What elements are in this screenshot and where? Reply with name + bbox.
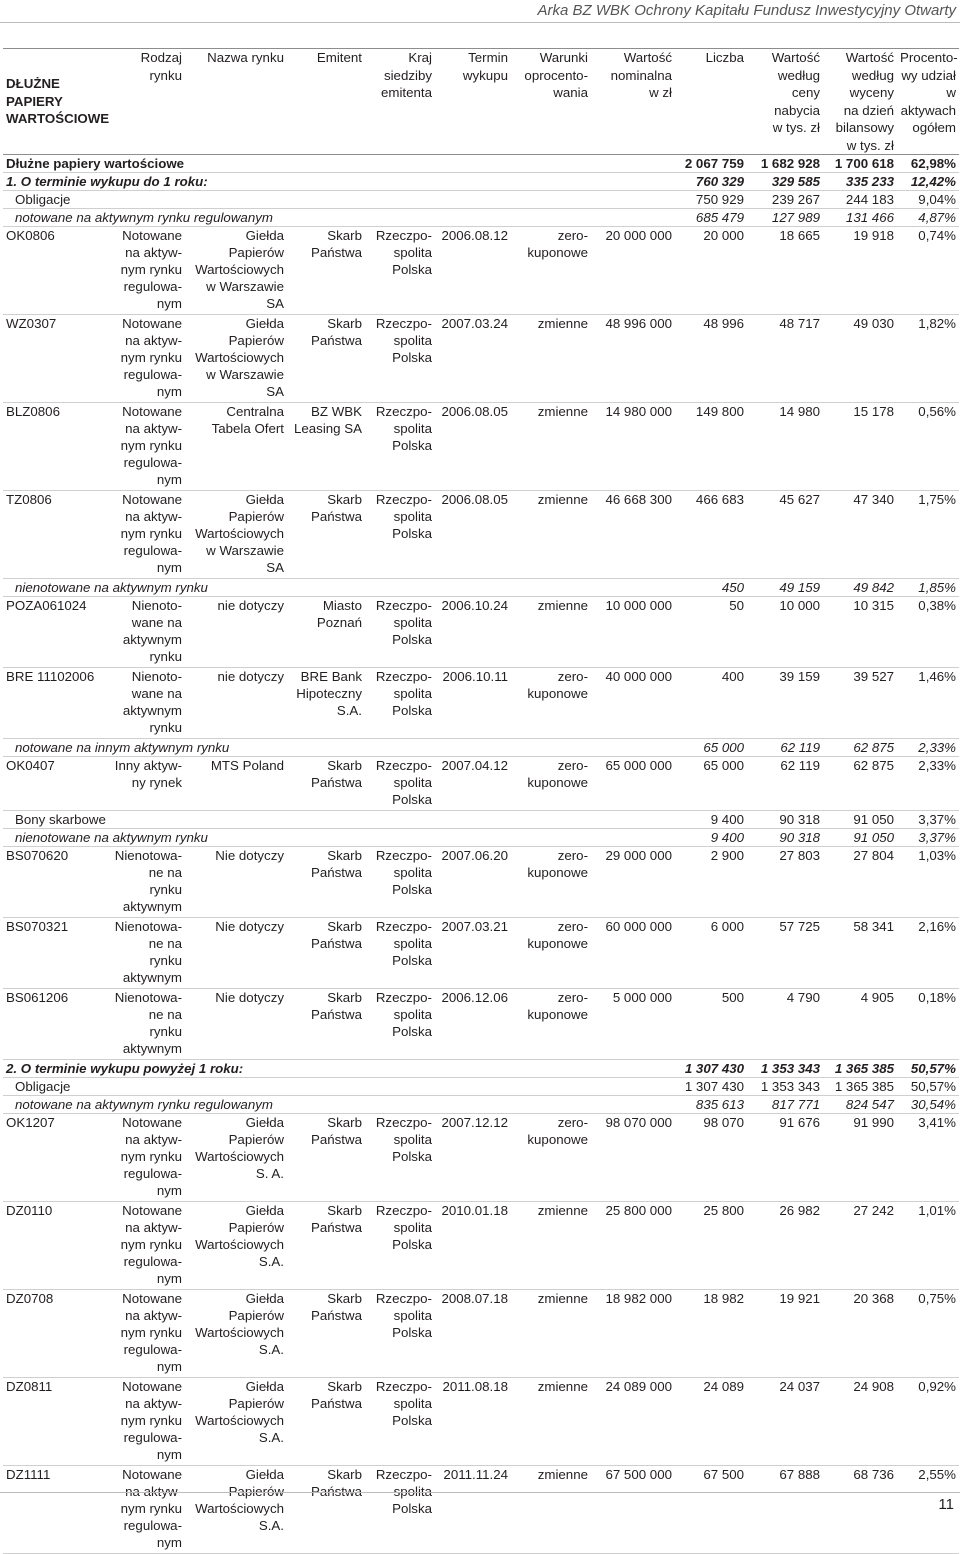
balance-sheet-value: 20 368 <box>853 1291 894 1306</box>
asset-share: 1,03% <box>918 848 956 863</box>
issuer-country: Rzeczpo-spolita Polska <box>375 990 432 1039</box>
maturity-date: 2011.11.24 <box>443 1467 508 1482</box>
maturity-date: 2007.12.12 <box>441 1115 508 1130</box>
subtotal-quantity: 1 307 430 <box>684 1079 744 1094</box>
subtotal-cost: 329 585 <box>771 174 820 189</box>
issuer: Miasto Poznań <box>316 598 362 630</box>
market-type: Notowane na aktyw-nym rynku regulowa-nym <box>120 1467 182 1550</box>
nominal-value: 10 000 000 <box>605 598 672 613</box>
issuer-country: Rzeczpo-spolita Polska <box>375 1291 432 1340</box>
balance-sheet-value: 91 990 <box>853 1115 894 1130</box>
maturity-date: 2006.10.11 <box>442 669 508 684</box>
quantity: 466 683 <box>695 492 744 507</box>
security-name: OK0407 <box>6 758 55 773</box>
subtotal-quantity: 2 067 759 <box>684 156 744 171</box>
market-type: Notowane na aktyw-nym rynku regulowa-nym <box>120 404 182 487</box>
interest-terms: zero-kuponowe <box>527 848 588 880</box>
subtotal-value: 1 365 385 <box>834 1061 894 1076</box>
subtotal-share: 50,57% <box>910 1061 956 1076</box>
interest-terms: zero-kuponowe <box>527 919 588 951</box>
subtotal-quantity: 685 479 <box>695 210 744 225</box>
interest-terms: zmienne <box>537 1467 588 1482</box>
interest-terms: zmienne <box>537 1379 588 1394</box>
balance-sheet-value: 27 804 <box>853 848 894 863</box>
asset-share: 0,75% <box>918 1291 956 1306</box>
nominal-value: 25 800 000 <box>605 1203 672 1218</box>
market-name: Giełda Papierów Wartościowych w Warszawie SA <box>195 316 284 399</box>
acquisition-cost: 39 159 <box>779 669 820 684</box>
security-name: DZ0811 <box>6 1379 53 1394</box>
balance-sheet-value: 39 527 <box>853 669 894 684</box>
subtotal-quantity: 835 613 <box>695 1097 744 1112</box>
maturity-date: 2011.08.18 <box>442 1379 508 1394</box>
market-type: Nienoto-wane na aktywnym rynku <box>122 669 182 735</box>
maturity-date: 2007.03.24 <box>441 316 508 331</box>
header-market-type: Rodzaj rynku <box>140 50 182 83</box>
issuer-country: Rzeczpo-spolita Polska <box>375 1467 432 1516</box>
quantity: 20 000 <box>703 228 744 243</box>
subtotal-cost: 62 119 <box>780 740 820 755</box>
interest-terms: zmienne <box>537 598 588 613</box>
market-name: nie dotyczy <box>217 598 284 613</box>
subtotal-label: notowane na innym aktywnym rynku <box>15 740 230 755</box>
balance-sheet-value: 24 908 <box>853 1379 894 1394</box>
acquisition-cost: 67 888 <box>779 1467 820 1482</box>
issuer-country: Rzeczpo-spolita Polska <box>375 919 432 968</box>
quantity: 6 000 <box>710 919 744 934</box>
subtotal-value: 1 365 385 <box>834 1079 894 1094</box>
market-type: Notowane na aktyw-nym rynku regulowa-nym <box>120 492 182 575</box>
quantity: 149 800 <box>695 404 744 419</box>
asset-share: 0,38% <box>918 598 956 613</box>
market-name: Giełda Papierów Wartościowych S. A. <box>195 1115 284 1181</box>
security-name: DZ0110 <box>6 1203 53 1218</box>
acquisition-cost: 4 790 <box>786 990 820 1005</box>
interest-terms: zmienne <box>537 1203 588 1218</box>
issuer-country: Rzeczpo-spolita Polska <box>375 669 432 718</box>
interest-terms: zero-kuponowe <box>527 1115 588 1147</box>
acquisition-cost: 62 119 <box>780 758 820 773</box>
balance-sheet-value: 47 340 <box>853 492 894 507</box>
subtotal-quantity: 1 307 430 <box>684 1061 744 1076</box>
table-row <box>3 918 959 989</box>
market-type: Notowane na aktyw-nym rynku regulowa-nym <box>120 1379 182 1462</box>
market-name: MTS Poland <box>210 758 284 773</box>
issuer: BZ WBK Leasing SA <box>293 404 362 436</box>
table-row <box>3 491 959 579</box>
asset-share: 3,41% <box>918 1115 956 1130</box>
issuer: Skarb Państwa <box>311 990 362 1022</box>
interest-terms: zero-kuponowe <box>527 228 588 260</box>
acquisition-cost: 45 627 <box>779 492 820 507</box>
acquisition-cost: 10 000 <box>779 598 820 613</box>
issuer: Skarb Państwa <box>311 919 362 951</box>
table-row <box>3 1290 959 1378</box>
subtotal-cost: 1 353 343 <box>760 1079 820 1094</box>
asset-share: 0,18% <box>918 990 956 1005</box>
nominal-value: 40 000 000 <box>605 669 672 684</box>
maturity-date: 2006.10.24 <box>441 598 508 613</box>
footer-divider <box>0 1492 960 1493</box>
subtotal-quantity: 750 929 <box>695 192 744 207</box>
subtotal-row <box>3 579 959 597</box>
nominal-value: 67 500 000 <box>605 1467 672 1482</box>
subtotal-value: 1 700 618 <box>834 156 894 171</box>
table-header-row <box>3 49 959 155</box>
subtotal-row <box>3 173 959 191</box>
header-cost: Wartość według ceny nabycia w tys. zł <box>771 50 820 135</box>
table-row <box>3 315 959 403</box>
subtotal-share: 50,57% <box>910 1079 956 1094</box>
subtotal-value: 62 875 <box>853 740 894 755</box>
table-row <box>3 757 959 811</box>
header-maturity: Termin wykupu <box>462 50 508 83</box>
market-type: Notowane na aktyw-nym rynku regulowa-nym <box>120 1203 182 1286</box>
quantity: 67 500 <box>703 1467 744 1482</box>
table-row <box>3 1202 959 1290</box>
market-name: Giełda Papierów Wartościowych S.A. <box>195 1291 284 1357</box>
issuer-country: Rzeczpo-spolita Polska <box>375 228 432 277</box>
security-name: BS070620 <box>6 848 69 863</box>
balance-sheet-value: 15 178 <box>853 404 894 419</box>
interest-terms: zmienne <box>537 316 588 331</box>
asset-share: 1,46% <box>918 669 956 684</box>
subtotal-share: 1,85% <box>918 580 956 595</box>
market-name: Giełda Papierów Wartościowych w Warszawie SA <box>195 492 284 575</box>
subtotal-value: 824 547 <box>845 1097 894 1112</box>
balance-sheet-value: 49 030 <box>853 316 894 331</box>
asset-share: 0,74% <box>918 228 956 243</box>
issuer-country: Rzeczpo-spolita Polska <box>375 1379 432 1428</box>
quantity: 65 000 <box>703 758 744 773</box>
nominal-value: 18 982 000 <box>605 1291 672 1306</box>
issuer: BRE Bank Hipoteczny S.A. <box>296 669 362 718</box>
market-name: Nie dotyczy <box>215 919 284 934</box>
market-name: Giełda Papierów Wartościowych S.A. <box>195 1467 284 1533</box>
page-number: 11 <box>938 1496 954 1513</box>
subtotal-value: 91 050 <box>853 812 894 827</box>
subtotal-share: 12,42% <box>910 174 956 189</box>
subtotal-label: Obligacje <box>15 1079 71 1094</box>
table-row <box>3 668 959 739</box>
nominal-value: 98 070 000 <box>605 1115 672 1130</box>
header-count: Liczba <box>705 50 744 65</box>
market-type: Nienotowa-ne na rynku aktywnym <box>114 990 182 1056</box>
subtotal-row <box>3 1060 959 1078</box>
subtotal-quantity: 450 <box>721 580 744 595</box>
subtotal-quantity: 9 400 <box>710 830 744 845</box>
interest-terms: zmienne <box>537 492 588 507</box>
subtotal-share: 30,54% <box>910 1097 956 1112</box>
acquisition-cost: 57 725 <box>779 919 820 934</box>
interest-terms: zmienne <box>537 1291 588 1306</box>
maturity-date: 2006.08.05 <box>441 492 508 507</box>
balance-sheet-value: 62 875 <box>853 758 894 773</box>
subtotal-value: 335 233 <box>845 174 894 189</box>
subtotal-cost: 239 267 <box>771 192 820 207</box>
issuer: Skarb Państwa <box>311 758 362 790</box>
security-name: OK0806 <box>6 228 55 243</box>
nominal-value: 5 000 000 <box>612 990 672 1005</box>
issuer: Skarb Państwa <box>311 1203 362 1235</box>
subtotal-value: 91 050 <box>853 830 894 845</box>
running-header <box>0 0 960 23</box>
table-row <box>3 597 959 668</box>
subtotal-row <box>3 1096 959 1114</box>
balance-sheet-value: 68 736 <box>853 1467 894 1482</box>
security-name: WZ0307 <box>6 316 57 331</box>
nominal-value: 48 996 000 <box>605 316 672 331</box>
security-name: DZ1111 <box>6 1467 51 1482</box>
market-name: Nie dotyczy <box>215 848 284 863</box>
nominal-value: 14 980 000 <box>605 404 672 419</box>
nominal-value: 60 000 000 <box>605 919 672 934</box>
security-name: BLZ0806 <box>6 404 60 419</box>
quantity: 400 <box>721 669 744 684</box>
subtotal-label: 1. O terminie wykupu do 1 roku: <box>6 174 208 189</box>
table-row <box>3 847 959 918</box>
header-nominal: Wartość nominalna w zł <box>610 50 672 100</box>
nominal-value: 24 089 000 <box>605 1379 672 1394</box>
table-row <box>3 1378 959 1466</box>
balance-sheet-value: 19 918 <box>853 228 894 243</box>
issuer: Skarb Państwa <box>311 1467 362 1499</box>
header-corner: DŁUŻNE PAPIERY WARTOŚCIOWE <box>6 76 110 127</box>
quantity: 500 <box>721 990 744 1005</box>
issuer: Skarb Państwa <box>311 228 362 260</box>
maturity-date: 2007.03.21 <box>441 919 508 934</box>
issuer-country: Rzeczpo-spolita Polska <box>375 1203 432 1252</box>
subtotal-label: 2. O terminie wykupu powyżej 1 roku: <box>6 1061 244 1076</box>
table-row <box>3 1466 959 1554</box>
security-name: BS061206 <box>6 990 69 1005</box>
subtotal-row <box>3 811 959 829</box>
quantity: 2 900 <box>710 848 744 863</box>
market-name: Giełda Papierów Wartościowych S.A. <box>195 1203 284 1269</box>
quantity: 48 996 <box>703 316 744 331</box>
subtotal-quantity: 760 329 <box>695 174 744 189</box>
maturity-date: 2006.12.06 <box>441 990 508 1005</box>
market-type: Notowane na aktyw-nym rynku regulowa-nym <box>120 1115 182 1198</box>
issuer-country: Rzeczpo-spolita Polska <box>375 1115 432 1164</box>
table-row <box>3 1114 959 1202</box>
subtotal-cost: 1 353 343 <box>760 1061 820 1076</box>
security-name: TZ0806 <box>6 492 52 507</box>
market-type: Nienotowa-ne na rynku aktywnym <box>114 919 182 985</box>
issuer: Skarb Państwa <box>311 1291 362 1323</box>
asset-share: 1,01% <box>918 1203 956 1218</box>
issuer-country: Rzeczpo-spolita Polska <box>375 848 432 897</box>
subtotal-share: 2,33% <box>918 740 956 755</box>
market-type: Notowane na aktyw-nym rynku regulowa-nym <box>120 316 182 399</box>
balance-sheet-value: 27 242 <box>853 1203 894 1218</box>
acquisition-cost: 27 803 <box>779 848 820 863</box>
subtotal-quantity: 65 000 <box>703 740 744 755</box>
subtotal-value: 244 183 <box>845 192 894 207</box>
interest-terms: zero-kuponowe <box>527 990 588 1022</box>
quantity: 24 089 <box>703 1379 744 1394</box>
table-body <box>3 155 959 1554</box>
subtotal-row <box>3 1078 959 1096</box>
subtotal-cost: 90 318 <box>779 830 820 845</box>
subtotal-label: nienotowane na aktywnym rynku <box>15 830 208 845</box>
subtotal-cost: 817 771 <box>771 1097 820 1112</box>
security-name: BRE 11102006 <box>6 669 95 684</box>
header-issuer: Emitent <box>316 50 362 65</box>
subtotal-row <box>3 739 959 757</box>
maturity-date: 2006.08.12 <box>441 228 508 243</box>
maturity-date: 2007.04.12 <box>441 758 508 773</box>
market-type: Nienoto-wane na aktywnym rynku <box>122 598 182 664</box>
subtotal-row <box>3 209 959 227</box>
table-row <box>3 227 959 315</box>
subtotal-row <box>3 155 959 173</box>
acquisition-cost: 26 982 <box>779 1203 820 1218</box>
maturity-date: 2008.07.18 <box>441 1291 508 1306</box>
asset-share: 2,16% <box>918 919 956 934</box>
subtotal-label: Bony skarbowe <box>15 812 106 827</box>
nominal-value: 29 000 000 <box>605 848 672 863</box>
acquisition-cost: 18 665 <box>779 228 820 243</box>
asset-share: 0,56% <box>918 404 956 419</box>
market-type: Notowane na aktyw-nym rynku regulowa-nym <box>120 1291 182 1374</box>
market-name: Nie dotyczy <box>215 990 284 1005</box>
asset-share: 2,55% <box>918 1467 956 1482</box>
issuer-country: Rzeczpo-spolita Polska <box>375 404 432 453</box>
security-name: POZA061024 <box>6 598 87 613</box>
issuer-country: Rzeczpo-spolita Polska <box>375 758 432 807</box>
maturity-date: 2007.06.20 <box>441 848 508 863</box>
acquisition-cost: 48 717 <box>779 316 820 331</box>
maturity-date: 2010.01.18 <box>441 1203 508 1218</box>
header-share: Procento- wy udział w aktywach ogółem <box>900 50 958 135</box>
subtotal-share: 9,04% <box>918 192 956 207</box>
subtotal-label: notowane na aktywnym rynku regulowanym <box>15 210 273 225</box>
table-row <box>3 989 959 1060</box>
subtotal-label: notowane na aktywnym rynku regulowanym <box>15 1097 273 1112</box>
subtotal-share: 3,37% <box>918 812 956 827</box>
issuer-country: Rzeczpo-spolita Polska <box>375 316 432 365</box>
header-value: Wartość według wyceny na dzień bilansowy w tys. zł <box>835 50 894 153</box>
subtotal-label: Obligacje <box>15 192 71 207</box>
acquisition-cost: 19 921 <box>779 1291 820 1306</box>
nominal-value: 65 000 000 <box>605 758 672 773</box>
balance-sheet-value: 10 315 <box>853 598 894 613</box>
interest-terms: zero-kuponowe <box>527 758 588 790</box>
security-name: DZ0708 <box>6 1291 54 1306</box>
security-name: OK1207 <box>6 1115 55 1130</box>
security-name: BS070321 <box>6 919 69 934</box>
market-name: nie dotyczy <box>217 669 284 684</box>
interest-terms: zero-kuponowe <box>527 669 588 701</box>
issuer: Skarb Państwa <box>311 1115 362 1147</box>
running-header-title: Arka BZ WBK Ochrony Kapitału Fundusz Inwestycyjny Otwarty <box>537 2 956 19</box>
issuer-country: Rzeczpo-spolita Polska <box>375 492 432 541</box>
acquisition-cost: 91 676 <box>779 1115 820 1130</box>
acquisition-cost: 14 980 <box>779 404 820 419</box>
debt-securities-table <box>3 48 959 1554</box>
market-type: Inny aktyw-ny rynek <box>114 758 182 790</box>
subtotal-cost: 127 989 <box>771 210 820 225</box>
asset-share: 0,92% <box>918 1379 956 1394</box>
subtotal-share: 4,87% <box>918 210 956 225</box>
issuer: Skarb Państwa <box>311 1379 362 1411</box>
balance-sheet-value: 4 905 <box>860 990 894 1005</box>
balance-sheet-value: 58 341 <box>853 919 894 934</box>
market-type: Nienotowa-ne na rynku aktywnym <box>114 848 182 914</box>
nominal-value: 46 668 300 <box>605 492 672 507</box>
quantity: 25 800 <box>703 1203 744 1218</box>
subtotal-label: Dłużne papiery wartościowe <box>6 156 185 171</box>
issuer: Skarb Państwa <box>311 492 362 524</box>
interest-terms: zmienne <box>537 404 588 419</box>
issuer: Skarb Państwa <box>311 316 362 348</box>
market-name: Centralna Tabela Ofert <box>211 404 284 436</box>
table-row <box>3 403 959 491</box>
issuer-country: Rzeczpo-spolita Polska <box>375 598 432 647</box>
subtotal-cost: 1 682 928 <box>760 156 820 171</box>
asset-share: 1,75% <box>918 492 956 507</box>
asset-share: 1,82% <box>918 316 956 331</box>
subtotal-row <box>3 191 959 209</box>
quantity: 98 070 <box>703 1115 744 1130</box>
subtotal-value: 131 466 <box>845 210 894 225</box>
subtotal-share: 3,37% <box>918 830 956 845</box>
nominal-value: 20 000 000 <box>605 228 672 243</box>
subtotal-share: 62,98% <box>910 156 956 171</box>
acquisition-cost: 24 037 <box>779 1379 820 1394</box>
market-name: Giełda Papierów Wartościowych w Warszawie SA <box>195 228 284 311</box>
subtotal-cost: 90 318 <box>779 812 820 827</box>
subtotal-label: nienotowane na aktywnym rynku <box>15 580 208 595</box>
subtotal-quantity: 9 400 <box>710 812 744 827</box>
subtotal-cost: 49 159 <box>779 580 820 595</box>
header-interest: Warunki oprocento- wania <box>524 50 588 100</box>
quantity: 18 982 <box>703 1291 744 1306</box>
subtotal-value: 49 842 <box>853 580 894 595</box>
quantity: 50 <box>729 598 744 613</box>
market-name: Giełda Papierów Wartościowych S.A. <box>195 1379 284 1445</box>
asset-share: 2,33% <box>918 758 956 773</box>
header-market-name: Nazwa rynku <box>207 50 284 65</box>
maturity-date: 2006.08.05 <box>441 404 508 419</box>
market-type: Notowane na aktyw-nym rynku regulowa-nym <box>120 228 182 311</box>
issuer: Skarb Państwa <box>311 848 362 880</box>
header-country: Kraj siedziby emitenta <box>381 50 432 100</box>
subtotal-row <box>3 829 959 847</box>
